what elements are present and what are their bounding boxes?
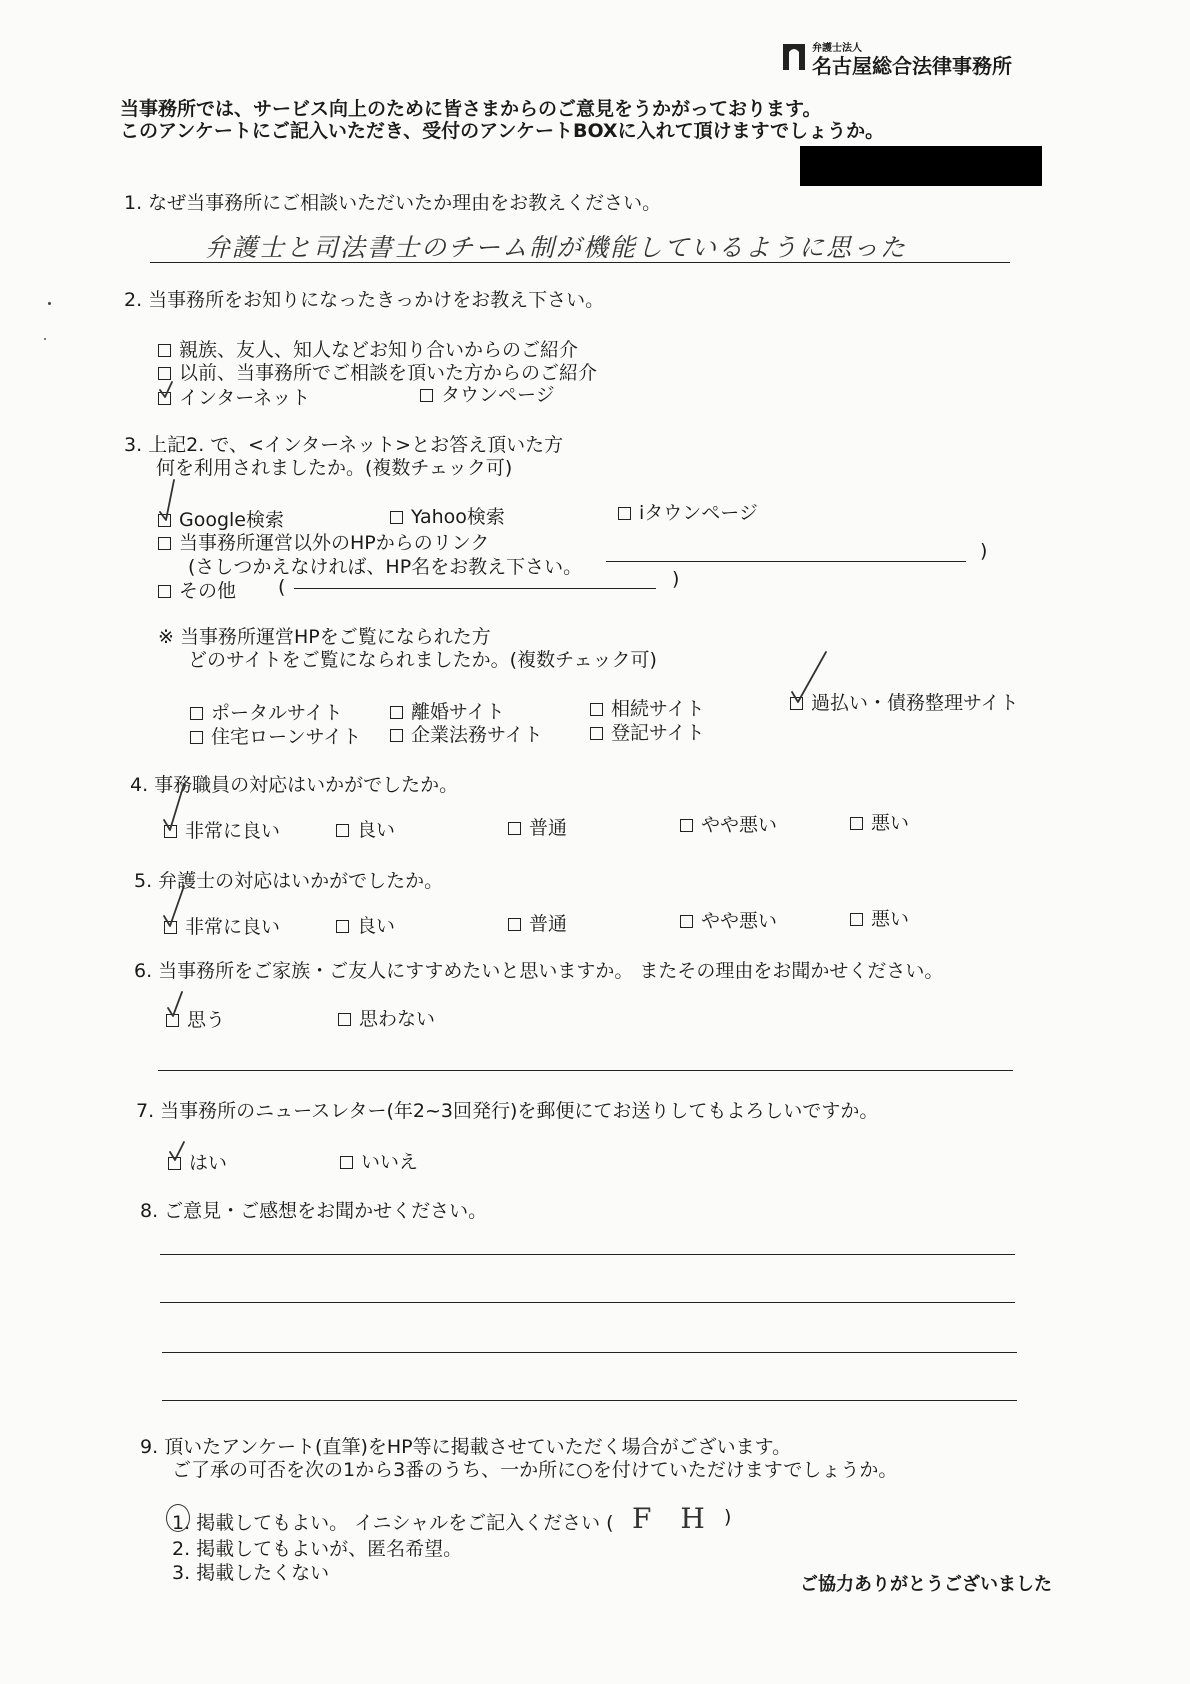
q8-label: 8. ご意見・ご感想をお聞かせください。	[140, 1200, 488, 1222]
q1-answer[interactable]: 弁護士と司法書士のチーム制が機能しているように思った	[205, 233, 908, 262]
q3-option-itownpage[interactable]: iタウンページ	[618, 498, 758, 525]
checkbox[interactable]	[336, 920, 349, 933]
q5-option-bad[interactable]: 悪い	[850, 904, 909, 931]
q9-option-1-close: )	[724, 1506, 732, 1528]
q3-option-google[interactable]: Google検索	[158, 505, 284, 532]
q7-label: 7. 当事務所のニュースレター(年2~3回発行)を郵便にてお送りしてもよろしいですか。	[136, 1100, 879, 1122]
q2-label: 2. 当事務所をお知りになったきっかけをお教え下さい。	[124, 289, 605, 311]
checkbox[interactable]	[190, 731, 203, 744]
q5-option-average[interactable]: 普通	[508, 909, 567, 936]
q7-option-yes[interactable]: はい	[168, 1148, 227, 1175]
checkbox[interactable]	[420, 389, 433, 402]
checkbox[interactable]	[390, 511, 403, 524]
q8-comment-line[interactable]	[162, 1400, 1017, 1401]
q4-option-slightly-bad[interactable]: やや悪い	[680, 810, 777, 837]
redaction-block	[800, 146, 1042, 186]
q6-label: 6. 当事務所をご家族・ご友人にすすめたいと思いますか。 またその理由をお聞かせください。	[134, 960, 944, 982]
checkbox[interactable]	[590, 727, 603, 740]
q2-option-internet[interactable]: インターネット	[158, 383, 310, 410]
checkbox[interactable]	[508, 918, 521, 931]
q6-option-yes[interactable]: 思う	[166, 1005, 225, 1032]
q3-site-divorce[interactable]: 離婚サイト	[390, 697, 505, 724]
firm-name-small: 弁護士法人	[812, 43, 862, 54]
q9-option-3[interactable]: 3. 掲載したくない	[172, 1562, 330, 1584]
q1-label: 1. なぜ当事務所にご相談いただいたか理由をお教えください。	[124, 192, 662, 214]
q3-other-open: (	[278, 576, 286, 598]
q3-site-mortgage[interactable]: 住宅ローンサイト	[190, 722, 361, 749]
checkbox[interactable]	[850, 913, 863, 926]
check-mark-icon	[162, 782, 188, 832]
checkbox[interactable]	[338, 1013, 351, 1026]
q6-option-no[interactable]: 思わない	[338, 1004, 435, 1031]
checkbox[interactable]	[390, 729, 403, 742]
scan-speck	[48, 302, 51, 305]
q3-site-inheritance[interactable]: 相続サイト	[590, 694, 705, 721]
q9-option-1[interactable]: 1. 掲載してもよい。 イニシャルをご記入ください (	[172, 1512, 614, 1534]
firm-logo-icon	[783, 40, 805, 70]
checkbox[interactable]	[158, 585, 171, 598]
q3-site-portal[interactable]: ポータルサイト	[190, 698, 343, 725]
q6-reason-line[interactable]	[158, 1070, 1013, 1071]
q8-comment-line[interactable]	[162, 1352, 1017, 1353]
q5-label: 5. 弁護士の対応はいかがでしたか。	[134, 870, 444, 892]
checkbox[interactable]	[158, 344, 171, 357]
checkbox[interactable]	[680, 915, 693, 928]
firm-name: 名古屋総合法律事務所	[812, 54, 1012, 78]
firm-logo	[783, 40, 805, 70]
q3-option-other[interactable]: その他	[158, 576, 236, 603]
q3-option-other-hp[interactable]: 当事務所運営以外のHPからのリンク	[158, 528, 489, 555]
q4-label: 4. 事務職員の対応はいかがでしたか。	[130, 774, 459, 796]
checkbox[interactable]	[340, 1156, 353, 1169]
q3-hp-name-field[interactable]	[606, 561, 966, 562]
check-mark-icon	[168, 1140, 188, 1162]
checkbox[interactable]	[158, 537, 171, 550]
q3-option-yahoo[interactable]: Yahoo検索	[390, 502, 505, 529]
q1-answer-line	[150, 262, 1010, 263]
q8-comment-line[interactable]	[160, 1302, 1015, 1303]
q8-comment-line[interactable]	[160, 1254, 1015, 1255]
checkbox[interactable]	[390, 706, 403, 719]
intro-line-1: 当事務所では、サービス向上のために皆さまからのご意見をうかがっております。	[120, 98, 822, 120]
checkbox[interactable]	[850, 817, 863, 830]
q3-other-field[interactable]	[294, 588, 656, 589]
intro-line-2: このアンケートにご記入いただき、受付のアンケートBOXに入れて頂けますでしょうか。	[120, 120, 885, 142]
check-mark-icon	[158, 380, 178, 400]
selection-circle-icon	[166, 1504, 190, 1532]
q3-site-registration[interactable]: 登記サイト	[590, 718, 705, 745]
q2-option-townpage[interactable]: タウンページ	[420, 380, 555, 407]
q3-note-1: ※ 当事務所運営HPをご覧になられた方	[158, 626, 491, 648]
q3-note-2: どのサイトをご覧になられましたか。(複数チェック可)	[188, 649, 657, 671]
q4-option-good[interactable]: 良い	[336, 815, 395, 842]
q2-option-referral[interactable]: 以前、当事務所でご相談を頂いた方からのご紹介	[158, 358, 597, 385]
checkbox[interactable]	[680, 819, 693, 832]
q2-option-friends[interactable]: 親族、友人、知人などお知り合いからのご紹介	[158, 335, 578, 362]
q3-other-close: )	[672, 568, 680, 590]
check-mark-icon	[158, 478, 182, 522]
q3-label-1: 3. 上記2. で、<インターネット>とお答え頂いた方	[124, 434, 564, 456]
q5-option-good[interactable]: 良い	[336, 911, 395, 938]
q3-site-debt[interactable]: 過払い・債務整理サイト	[790, 688, 1019, 715]
q9-option-2[interactable]: 2. 掲載してもよいが、匿名希望。	[172, 1538, 463, 1560]
q4-option-average[interactable]: 普通	[508, 813, 567, 840]
q7-option-no[interactable]: いいえ	[340, 1147, 418, 1174]
scan-speck	[44, 338, 46, 340]
q5-option-very-good[interactable]: 非常に良い	[164, 912, 280, 939]
q4-option-very-good[interactable]: 非常に良い	[164, 816, 280, 843]
q3-label-2: 何を利用されましたか。(複数チェック可)	[156, 457, 513, 479]
check-mark-icon	[790, 650, 830, 708]
q3-hp-name-close: )	[980, 540, 988, 562]
checkbox[interactable]	[190, 707, 203, 720]
q9-initials[interactable]: F H	[632, 1502, 715, 1535]
check-mark-icon	[162, 884, 188, 928]
checkbox[interactable]	[336, 824, 349, 837]
q9-label-1: 9. 頂いたアンケート(直筆)をHP等に掲載させていただく場合がございます。	[140, 1436, 792, 1458]
q3-hp-name-prompt: (さしつかえなければ、HP名をお教え下さい。	[188, 556, 583, 578]
thanks-message: ご協力ありがとうございました	[800, 1574, 1052, 1595]
checkbox[interactable]	[508, 822, 521, 835]
checkbox[interactable]	[618, 507, 631, 520]
q4-option-bad[interactable]: 悪い	[850, 808, 909, 835]
checkbox[interactable]	[590, 703, 603, 716]
check-mark-icon	[166, 990, 186, 1018]
q5-option-slightly-bad[interactable]: やや悪い	[680, 906, 777, 933]
q3-site-corporate[interactable]: 企業法務サイト	[390, 720, 543, 747]
q9-label-2: ご了承の可否を次の1から3番のうち、一か所に○を付けていただけますでしょうか。	[172, 1459, 898, 1481]
checkbox[interactable]	[158, 367, 171, 380]
